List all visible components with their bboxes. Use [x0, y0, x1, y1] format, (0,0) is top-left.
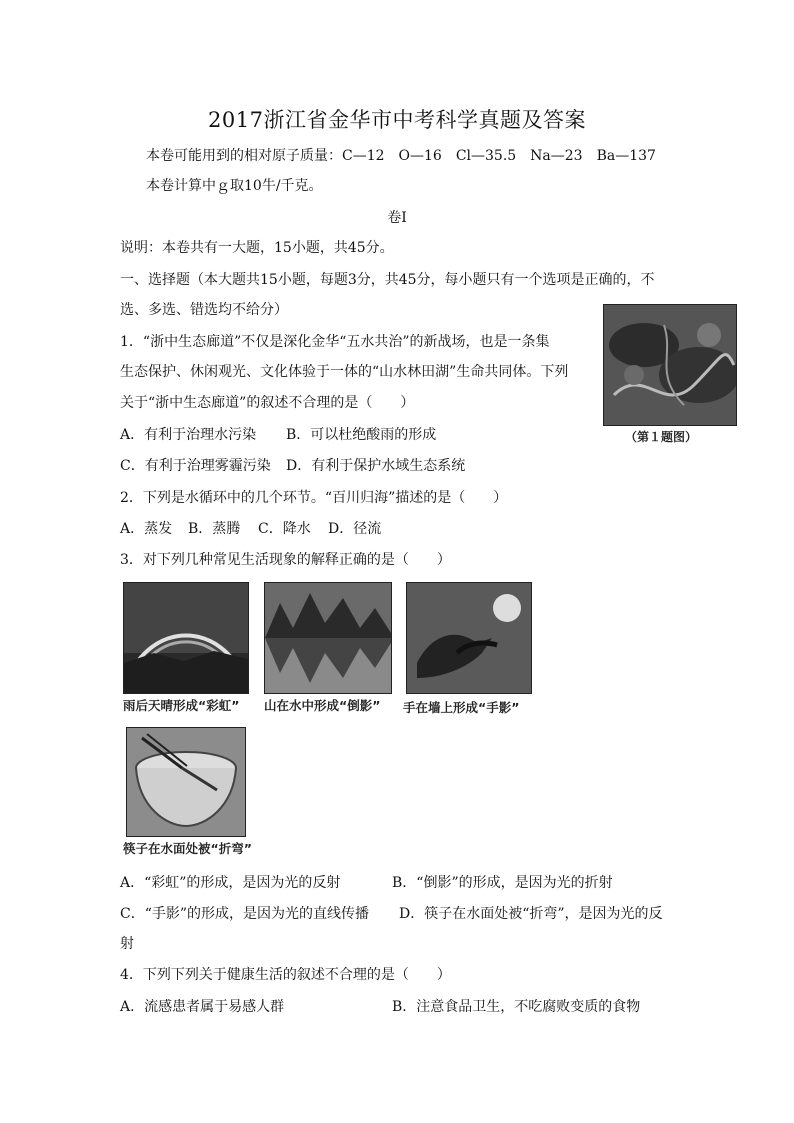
q3-caption-chopsticks: 筷子在水面处被“折弯”	[123, 841, 252, 856]
q3-option-c: C．“手影”的形成，是因为光的直线传播	[120, 906, 370, 922]
q3-hand-shadow-photo	[406, 582, 532, 694]
q3-rainbow-photo	[123, 582, 249, 694]
q3-option-a: A．“彩虹”的形成，是因为光的反射	[120, 875, 341, 891]
q4-option-b: B．注意食品卫生，不吃腐败变质的食物	[392, 999, 641, 1015]
wetland-image-icon	[604, 305, 736, 425]
page-title: 2017浙江省金华市中考科学真题及答案	[208, 108, 586, 132]
atomic-masses-note: 本卷可能用到的相对原子质量：C—12 O—16 Cl—35.5 Na—23 Ba—137	[146, 148, 656, 164]
q3-option-d-line2: 射	[120, 936, 134, 952]
part-one-heading-line1: 一、选择题（本大题共15小题，每题3分，共45分，每小题只有一个选项是正确的，不	[120, 272, 655, 288]
section-title: 卷Ⅰ	[387, 210, 407, 226]
q1-figure-photo	[603, 304, 737, 426]
hand-shadow-icon	[407, 583, 531, 693]
chopsticks-bowl-icon	[127, 728, 245, 836]
g-value-note: 本卷计算中ｇ取10牛/千克。	[146, 178, 323, 194]
q1-figure-caption: （第１题图）	[625, 430, 698, 444]
q2-option-a: A．蒸发	[120, 521, 173, 537]
q1-option-c: C．有利于治理雾霾污染	[120, 458, 271, 474]
q4-stem: 4．下列下列关于健康生活的叙述不合理的是（ ）	[120, 967, 451, 983]
q1-option-a: A．有利于治理水污染	[120, 427, 257, 443]
q1-option-d: D．有利于保护水域生态系统	[286, 458, 466, 474]
q3-caption-hand-shadow: 手在墙上形成“手影”	[403, 700, 520, 715]
q3-reflection-photo	[264, 582, 392, 694]
q2-option-b: B．蒸腾	[188, 521, 241, 537]
q2-option-d: D．径流	[328, 521, 382, 537]
q1-option-b: B．可以杜绝酸雨的形成	[286, 427, 437, 443]
q3-option-d-line1: D．筷子在水面处被“折弯”，是因为光的反	[399, 906, 663, 922]
q3-caption-rainbow: 雨后天晴形成“彩虹”	[123, 698, 240, 713]
q1-stem-line3: 关于“浙中生态廊道”的叙述不合理的是（ ）	[120, 395, 415, 411]
instructions: 说明：本卷共有一大题，15小题，共45分。	[120, 240, 394, 256]
q3-caption-reflection: 山在水中形成“倒影”	[264, 698, 381, 713]
q3-option-b: B．“倒影”的形成，是因为光的折射	[392, 875, 613, 891]
q2-stem: 2．下列是水循环中的几个环节。“百川归海”描述的是（ ）	[120, 490, 508, 506]
q3-stem: 3．对下列几种常见生活现象的解释正确的是（ ）	[120, 552, 451, 568]
rainbow-image-icon	[124, 583, 248, 693]
q4-option-a: A．流感患者属于易感人群	[120, 999, 285, 1015]
q1-stem-line2: 生态保护、休闲观光、文化体验于一体的“山水林田湖”生命共同体。下列	[120, 364, 569, 380]
q2-option-c: C．降水	[258, 521, 311, 537]
q3-chopsticks-photo	[126, 727, 246, 837]
mountain-reflection-icon	[265, 583, 391, 693]
part-one-heading-line2: 选、多选、错选均不给分）	[120, 302, 288, 318]
q1-stem-line1: 1．“浙中生态廊道”不仅是深化金华“五水共治”的新战场，也是一条集	[120, 334, 550, 350]
